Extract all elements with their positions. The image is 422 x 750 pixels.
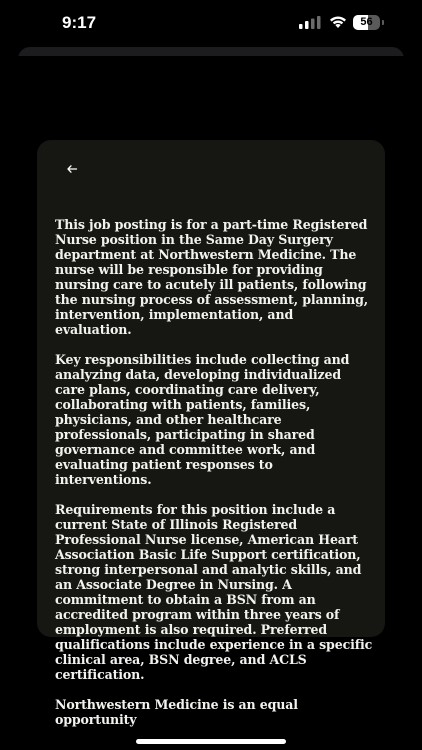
battery-icon (353, 15, 385, 30)
job-description-text (55, 217, 373, 742)
home-indicator[interactable] (136, 739, 286, 744)
paragraph-requirements: Requirements for this position include a current State of Illinois Registered Professional Nurse license, American Heart Association Basic Life Support certification, strong interpersonal and analytic skills, and an Associate Degree in Nursing. A commitment to obtain a BSN from an accredited program within three years of employment is also required. Preferred qualifications include experience in a specific clinical area, BSN degree, and ACLS certification. (55, 502, 373, 682)
paragraph-equal-opportunity: Northwestern Medicine is an equal opportunity (55, 697, 298, 727)
paragraph-overview: This job posting is for a part-time Registered Nurse position in the Same Day Surgery department at Northwestern Medicine. The nurse will be responsible for providing nursing care to acutely ill patients, following the nursing process of assessment, planning, intervention, implementation, and evaluation. (55, 217, 369, 337)
status-time: 9:17 (62, 13, 97, 32)
status-bar (0, 0, 422, 46)
paragraph-responsibilities: Key responsibilities include collecting and analyzing data, developing individualized care plans, coordinating care delivery, collaborating with patients, families, physicians, and other healthcare professionals, participating in shared governance and committee work, and evaluating patient responses to interventions. (55, 352, 350, 487)
arrow-left-icon (67, 165, 77, 173)
battery-cap (382, 20, 384, 25)
wifi-icon (329, 15, 347, 29)
back-button[interactable] (61, 158, 83, 180)
background-sheet-cover (0, 56, 422, 96)
battery-level: 56 (360, 16, 373, 28)
signal-icon (299, 16, 321, 30)
job-description-card (37, 140, 385, 727)
